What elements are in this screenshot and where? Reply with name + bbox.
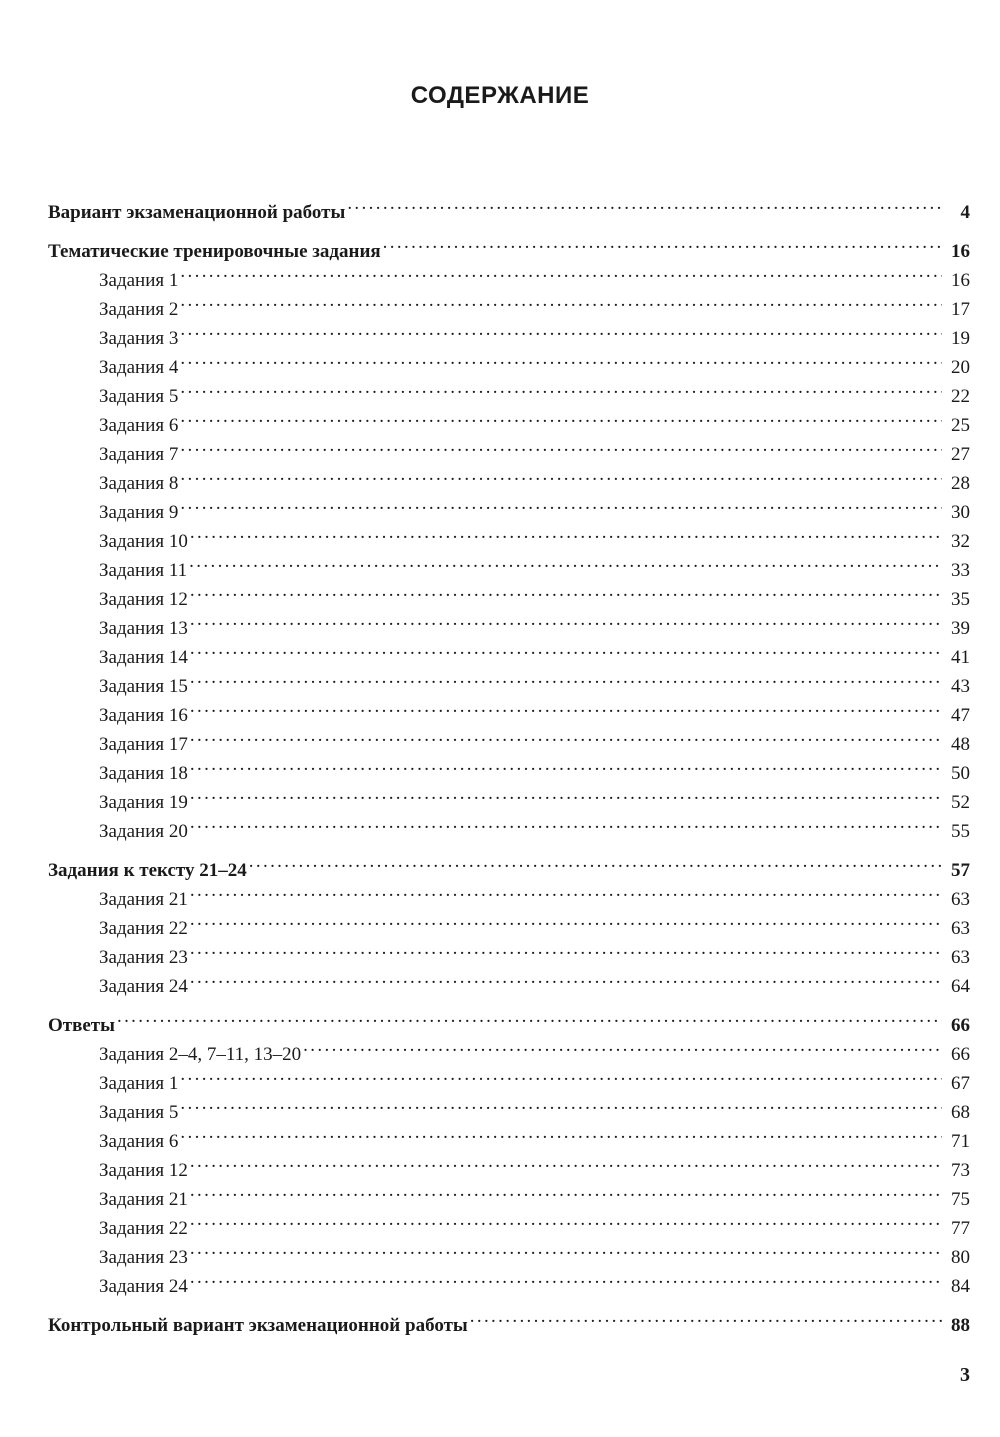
toc-label: Контрольный вариант экзаменационной работы [48,1315,468,1336]
dot-leader [190,963,942,992]
toc-item [48,286,970,320]
dot-leader [190,808,942,837]
toc-item [48,257,970,291]
dot-leader [180,315,942,344]
toc-page-number: 63 [951,889,970,910]
toc-section [48,189,970,223]
toc-page-number: 64 [951,976,970,997]
toc-label: Задания 12 [99,589,188,610]
toc-label: Задания к тексту 21–24 [48,860,247,881]
toc-label: Задания 22 [99,1218,188,1239]
toc-item [48,518,970,552]
toc-page-number: 27 [951,444,970,465]
dot-leader [190,876,942,905]
toc-page-number: 19 [951,328,970,349]
page-number: 3 [960,1364,970,1386]
toc-label: Задания 22 [99,918,188,939]
toc-label: Задания 21 [99,889,188,910]
dot-leader [117,1002,942,1031]
toc-section [48,1002,970,1036]
dot-leader [190,934,942,963]
toc-label: Задания 2–4, 7–11, 13–20 [99,1044,302,1065]
dot-leader [180,402,942,431]
dot-leader [180,1118,942,1147]
toc-item [48,402,970,436]
toc-page-number: 28 [951,473,970,494]
toc-label: Задания 17 [99,734,188,755]
dot-leader [190,1147,942,1176]
toc-page-number: 25 [951,415,970,436]
dot-leader [190,692,942,721]
toc-label: Задания 10 [99,531,188,552]
toc-page-number: 20 [951,357,970,378]
toc-page-number: 48 [951,734,970,755]
toc-label: Задания 4 [99,357,179,378]
toc-page-number: 80 [951,1247,970,1268]
toc-section [48,228,970,262]
toc-item [48,1060,970,1094]
toc-label: Задания 1 [99,1073,179,1094]
toc-section [48,847,970,881]
dot-leader [190,1205,942,1234]
toc-label: Задания 9 [99,502,179,523]
toc-label: Задания 5 [99,1102,179,1123]
page-title: СОДЕРЖАНИЕ [410,82,590,109]
toc-page-number: 39 [951,618,970,639]
dot-leader [190,576,942,605]
toc-item [48,1147,970,1181]
dot-leader [190,663,942,692]
toc-label: Задания 24 [99,976,188,997]
toc-page-number: 88 [951,1315,970,1336]
toc-item [48,1089,970,1123]
dot-leader [190,721,942,750]
dot-leader [180,431,942,460]
toc-item [48,1118,970,1152]
toc-label: Ответы [48,1015,115,1036]
dot-leader [470,1302,942,1331]
toc-label: Задания 21 [99,1189,188,1210]
toc-page-number: 68 [951,1102,970,1123]
toc-label: Задания 7 [99,444,179,465]
toc-page-number: 35 [951,589,970,610]
toc-label: Задания 8 [99,473,179,494]
toc-item [48,460,970,494]
dot-leader [190,1176,942,1205]
toc-page-number: 63 [951,918,970,939]
dot-leader [190,605,942,634]
toc-page-number: 73 [951,1160,970,1181]
dot-leader [180,1060,942,1089]
toc-label: Задания 16 [99,705,188,726]
toc-label: Задания 2 [99,299,179,320]
toc-section [48,1302,970,1336]
dot-leader [180,257,942,286]
toc-label: Задания 6 [99,1131,179,1152]
toc-item [48,489,970,523]
toc-label: Задания 13 [99,618,188,639]
toc-label: Тематические тренировочные задания [48,241,381,262]
toc-label: Вариант экзаменационной работы [48,202,346,223]
toc-label: Задания 20 [99,821,188,842]
toc-page-number: 32 [951,531,970,552]
toc-item [48,431,970,465]
dot-leader [190,750,942,779]
toc-label: Задания 1 [99,270,179,291]
toc-page-number: 55 [951,821,970,842]
toc-page-number: 41 [951,647,970,668]
toc-page-number: 57 [951,860,970,881]
dot-leader [190,1263,942,1292]
toc-page-number: 67 [951,1073,970,1094]
dot-leader [190,518,942,547]
toc-label: Задания 19 [99,792,188,813]
toc-page-number: 16 [951,241,970,262]
dot-leader [180,489,942,518]
dot-leader [180,286,942,315]
toc-label: Задания 6 [99,415,179,436]
toc-page-number: 4 [960,202,970,223]
toc-item [48,344,970,378]
table-of-contents [48,189,970,1336]
dot-leader [180,460,942,489]
toc-item [48,1031,970,1065]
toc-page-number: 63 [951,947,970,968]
toc-label: Задания 12 [99,1160,188,1181]
toc-label: Задания 24 [99,1276,188,1297]
toc-item [48,315,970,349]
toc-page-number: 77 [951,1218,970,1239]
toc-page-number: 50 [951,763,970,784]
toc-page-number: 52 [951,792,970,813]
dot-leader [190,634,942,663]
toc-page-number: 43 [951,676,970,697]
toc-item [48,373,970,407]
toc-page-number: 47 [951,705,970,726]
toc-label: Задания 18 [99,763,188,784]
dot-leader [383,228,942,257]
dot-leader [190,779,942,808]
toc-page-number: 66 [951,1044,970,1065]
toc-page-number: 71 [951,1131,970,1152]
dot-leader [180,344,942,373]
dot-leader [303,1031,942,1060]
toc-page-number: 16 [951,270,970,291]
toc-page-number: 33 [951,560,970,581]
toc-page-number: 22 [951,386,970,407]
toc-page-number: 84 [951,1276,970,1297]
dot-leader [347,189,942,218]
toc-page-number: 66 [951,1015,970,1036]
toc-page-number: 75 [951,1189,970,1210]
toc-label: Задания 3 [99,328,179,349]
toc-page-number: 30 [951,502,970,523]
dot-leader [180,1089,942,1118]
dot-leader [190,905,942,934]
toc-label: Задания 11 [99,560,188,581]
dot-leader [249,847,942,876]
dot-leader [190,1234,942,1263]
toc-label: Задания 5 [99,386,179,407]
toc-page-number: 17 [951,299,970,320]
toc-label: Задания 14 [99,647,188,668]
toc-label: Задания 15 [99,676,188,697]
toc-label: Задания 23 [99,947,188,968]
toc-label: Задания 23 [99,1247,188,1268]
dot-leader [180,373,942,402]
dot-leader [189,547,942,576]
